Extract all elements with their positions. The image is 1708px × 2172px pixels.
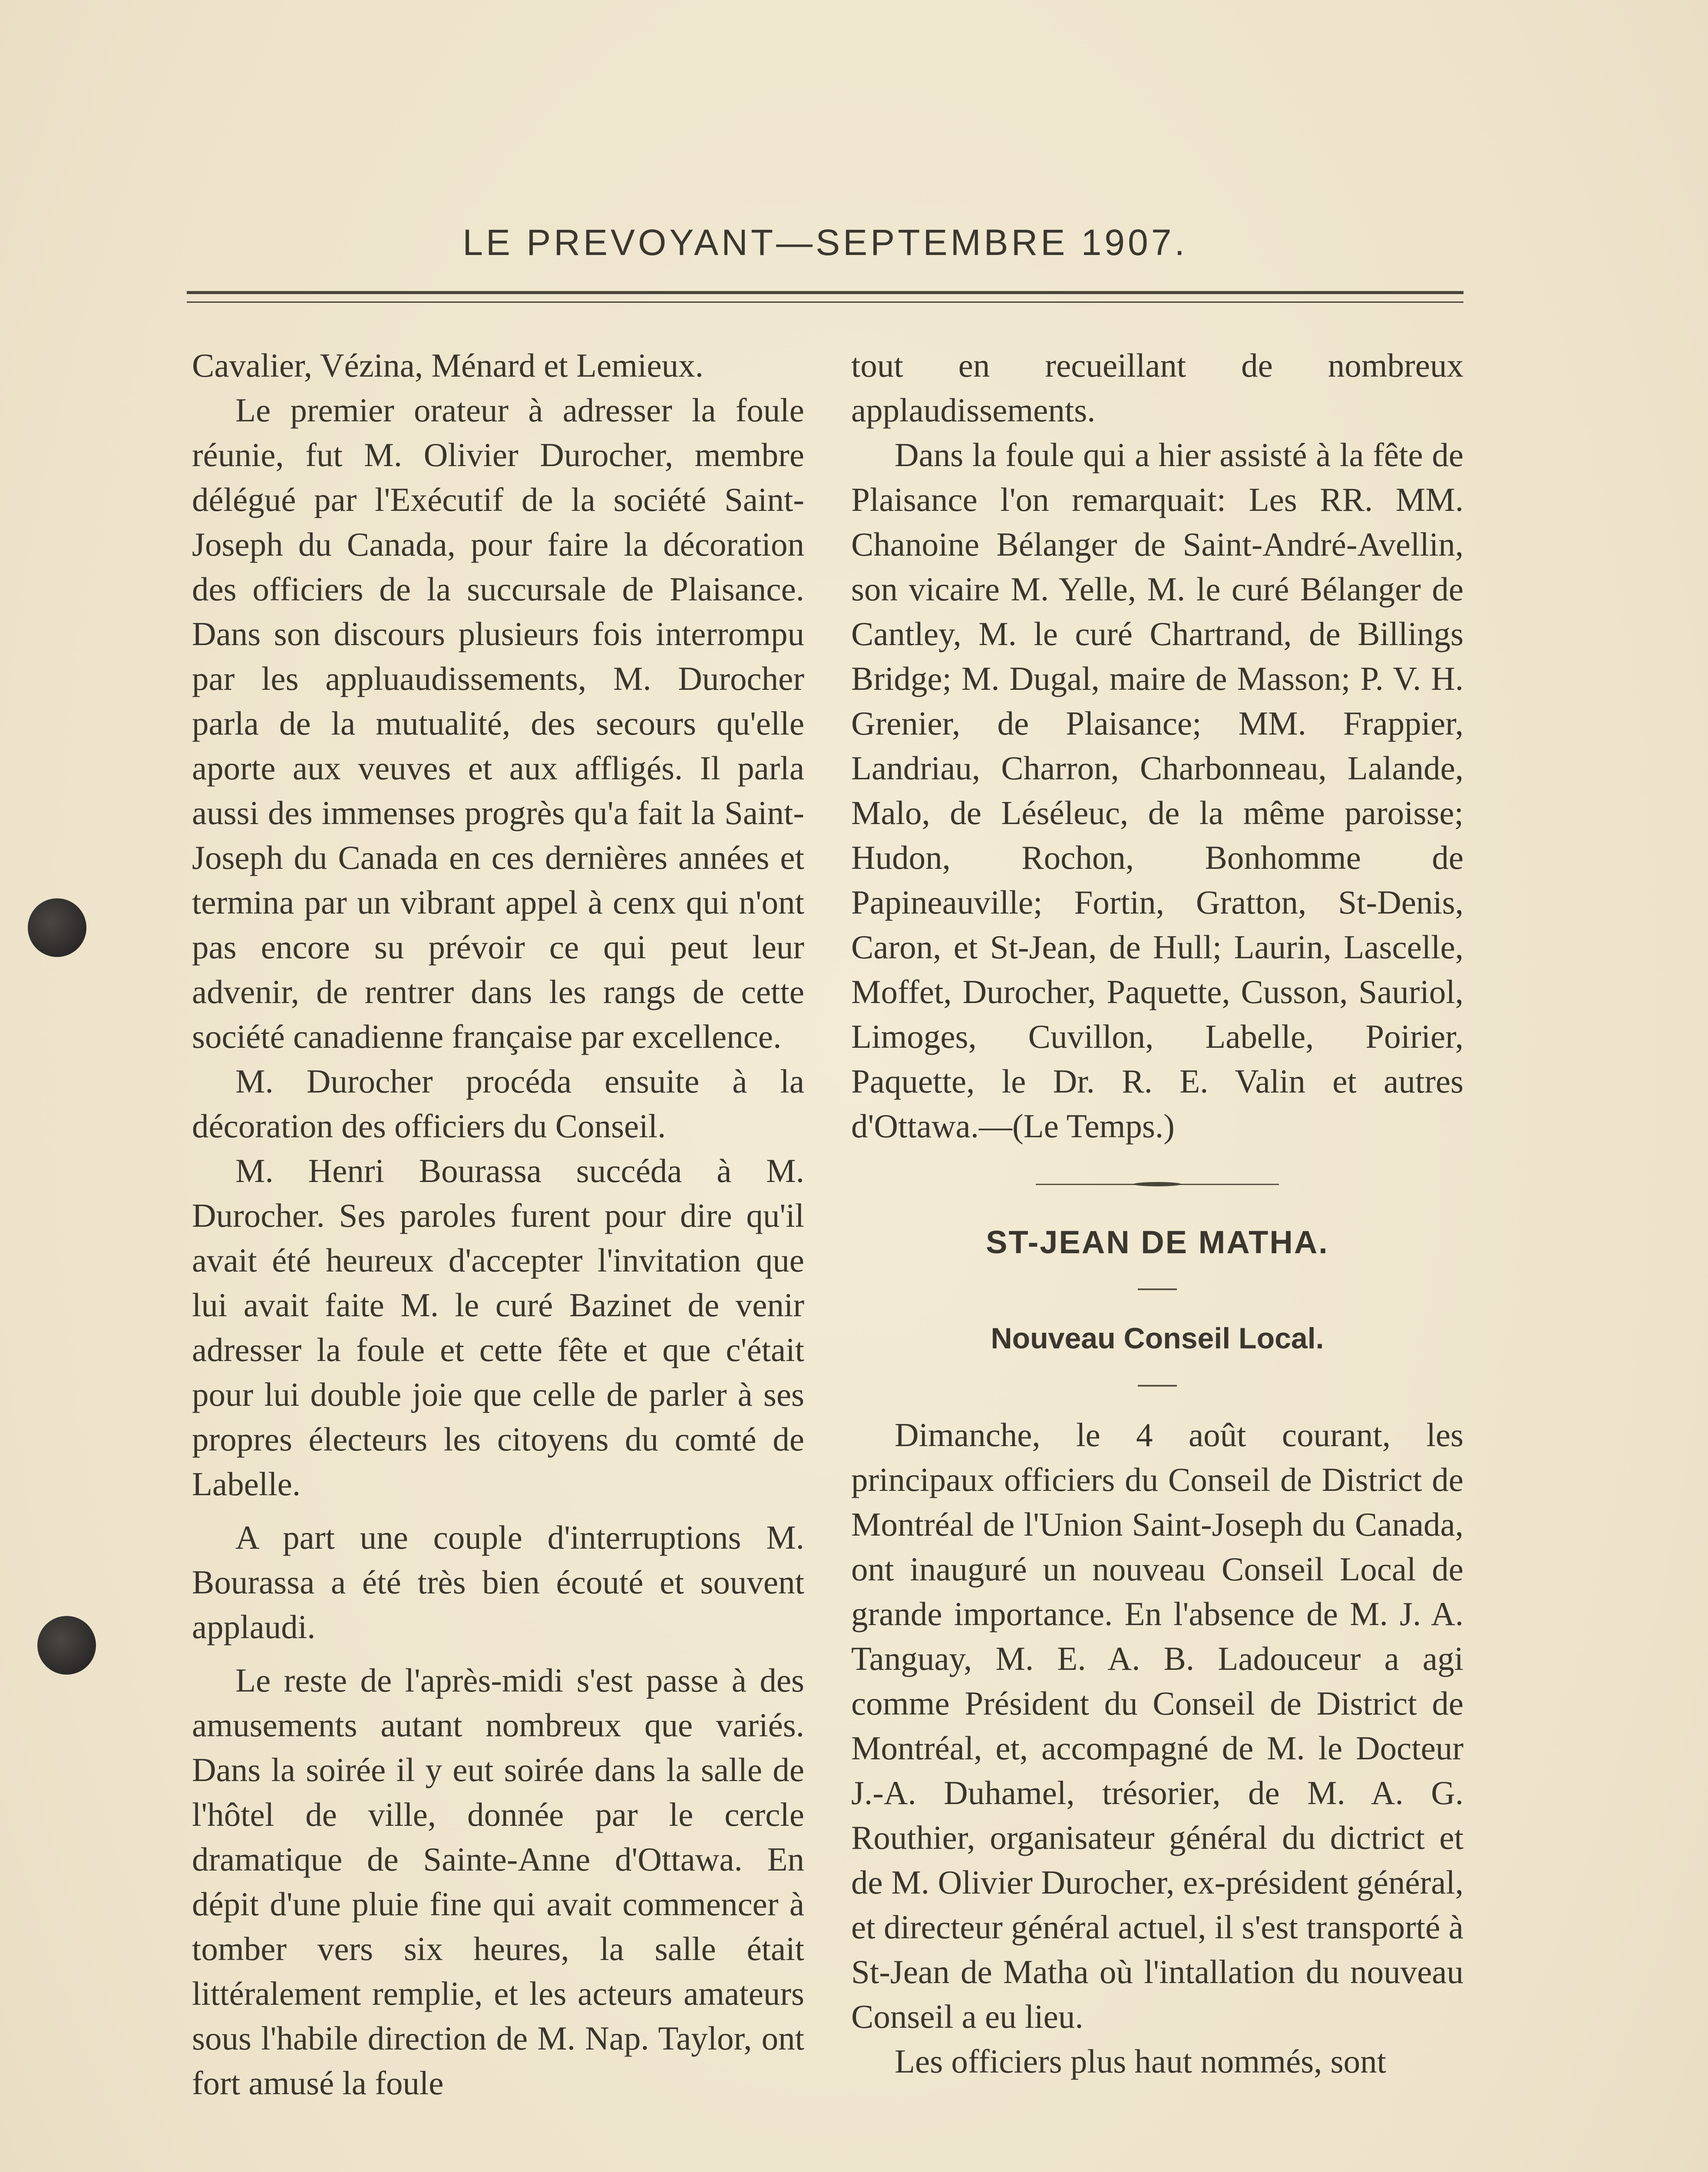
paragraph: Dimanche, le 4 août courant, les principaux officiers du Conseil de District de Montréal de l'Union Saint-Joseph du Canada, ont inauguré un nouveau Conseil Local de grande importance. En l'absence de M. J. A. Tanguay, M. E. A. B. Ladouceur a agi comme Président du Conseil de District de Montréal, et, accompagné de M. le Docteur J.-A. Duhamel, trésorier, de M. A. G. Routhier, organisateur général du dictrict et de M. Olivier Durocher, ex-président général, et directeur général actuel, il s'est transporté à St-Jean de Matha où l'intallation du nouveau Conseil a eu lieu. (851, 1416, 1464, 2035)
paragraph: Les officiers plus haut nommés, sont (895, 2043, 1387, 2080)
section-subtitle: Nouveau Conseil Local. (991, 1322, 1324, 1355)
paragraph: A part une couple d'interruptions M. Bourassa a été très bien écouté et souvent applaudi. (192, 1519, 804, 1646)
left-column (192, 343, 804, 2106)
subtitle-divider (1138, 1385, 1177, 1387)
section-title: ST-JEAN DE MATHA. (986, 1224, 1329, 1260)
paragraph: Le reste de l'après-midi s'est passe à des amusements autant nombreux que variés. Dans la soirée il y eut soirée dans la salle de l'hôtel de ville, donnée par le cercle dramatique de Sainte-Anne d'Ottawa. En dépit d'une pluie fine qui avait commencer à tomber vers six heures, la salle était littéralement remplie, et les acteurs amateurs sous l'habile direction de M. Nap. Taylor, ont fort amusé la foule (192, 1662, 804, 2102)
title-divider (1138, 1288, 1177, 1290)
header-rule-thin (187, 301, 1464, 303)
binder-hole (28, 898, 86, 957)
paragraph: M. Henri Bourassa succéda à M. Durocher. Ses paroles furent pour dire qu'il avait été heureux d'accepter l'invitation que lui avait faite M. le curé Bazinet de venir adresser la foule et cette fête et que c'était pour lui double joie que celle de parler à ses propres électeurs les citoyens du comté de Labelle. (192, 1152, 804, 1503)
running-header: LE PREVOYANT—SEPTEMBRE 1907. (463, 222, 1188, 263)
paragraph: M. Durocher procéda ensuite à la décoration des officiers du Conseil. (192, 1063, 804, 1145)
header-rule-thick (187, 291, 1464, 294)
paragraph: tout en recueillant de nombreux applaudissements. (851, 347, 1464, 429)
paragraph: Le premier orateur à adresser la foule réunie, fut M. Olivier Durocher, membre délégué par l'Exécutif de la société Saint-Joseph du Canada, pour faire la décoration des officiers de la succursale de Plaisance. Dans son discours plusieurs fois interrompu par les appluaudissements, M. Durocher parla de la mutualité, des secours qu'elle aporte aux veuves et aux affligés. Il parla aussi des immenses progrès qu'a fait la Saint-Joseph du Canada en ces dernières années et termina par un vibrant appel à cenx qui n'ont pas encore su prévoir ce qui peut leur advenir, de rentrer dans les rangs de cette société canadienne française par excellence. (192, 391, 804, 1055)
right-column (851, 343, 1464, 2084)
section-separator-ornament (1036, 1179, 1279, 1189)
binder-hole (37, 1616, 96, 1675)
paragraph: Dans la foule qui a hier assisté à la fête de Plaisance l'on remarquait: Les RR. MM. Chanoine Bélanger de Saint-André-Avellin, son vicaire M. Yelle, M. le curé Bélanger de Cantley, M. le curé Chartrand, de Billings Bridge; M. Dugal, maire de Masson; P. V. H. Grenier, de Plaisance; MM. Frappier, Landriau, Charron, Charbonneau, Lalande, Malo, de Léséleuc, de la même paroisse; Hudon, Rochon, Bonhomme de Papineauville; Fortin, Gratton, St-Denis, Caron, et St-Jean, de Hull; Laurin, Lascelle, Moffet, Durocher, Paquette, Cusson, Sauriol, Limoges, Cuvillon, Labelle, Poirier, Paquette, le Dr. R. E. Valin et autres d'Ottawa.—(Le Temps.) (851, 436, 1464, 1145)
paragraph: Cavalier, Vézina, Ménard et Lemieux. (192, 347, 704, 384)
